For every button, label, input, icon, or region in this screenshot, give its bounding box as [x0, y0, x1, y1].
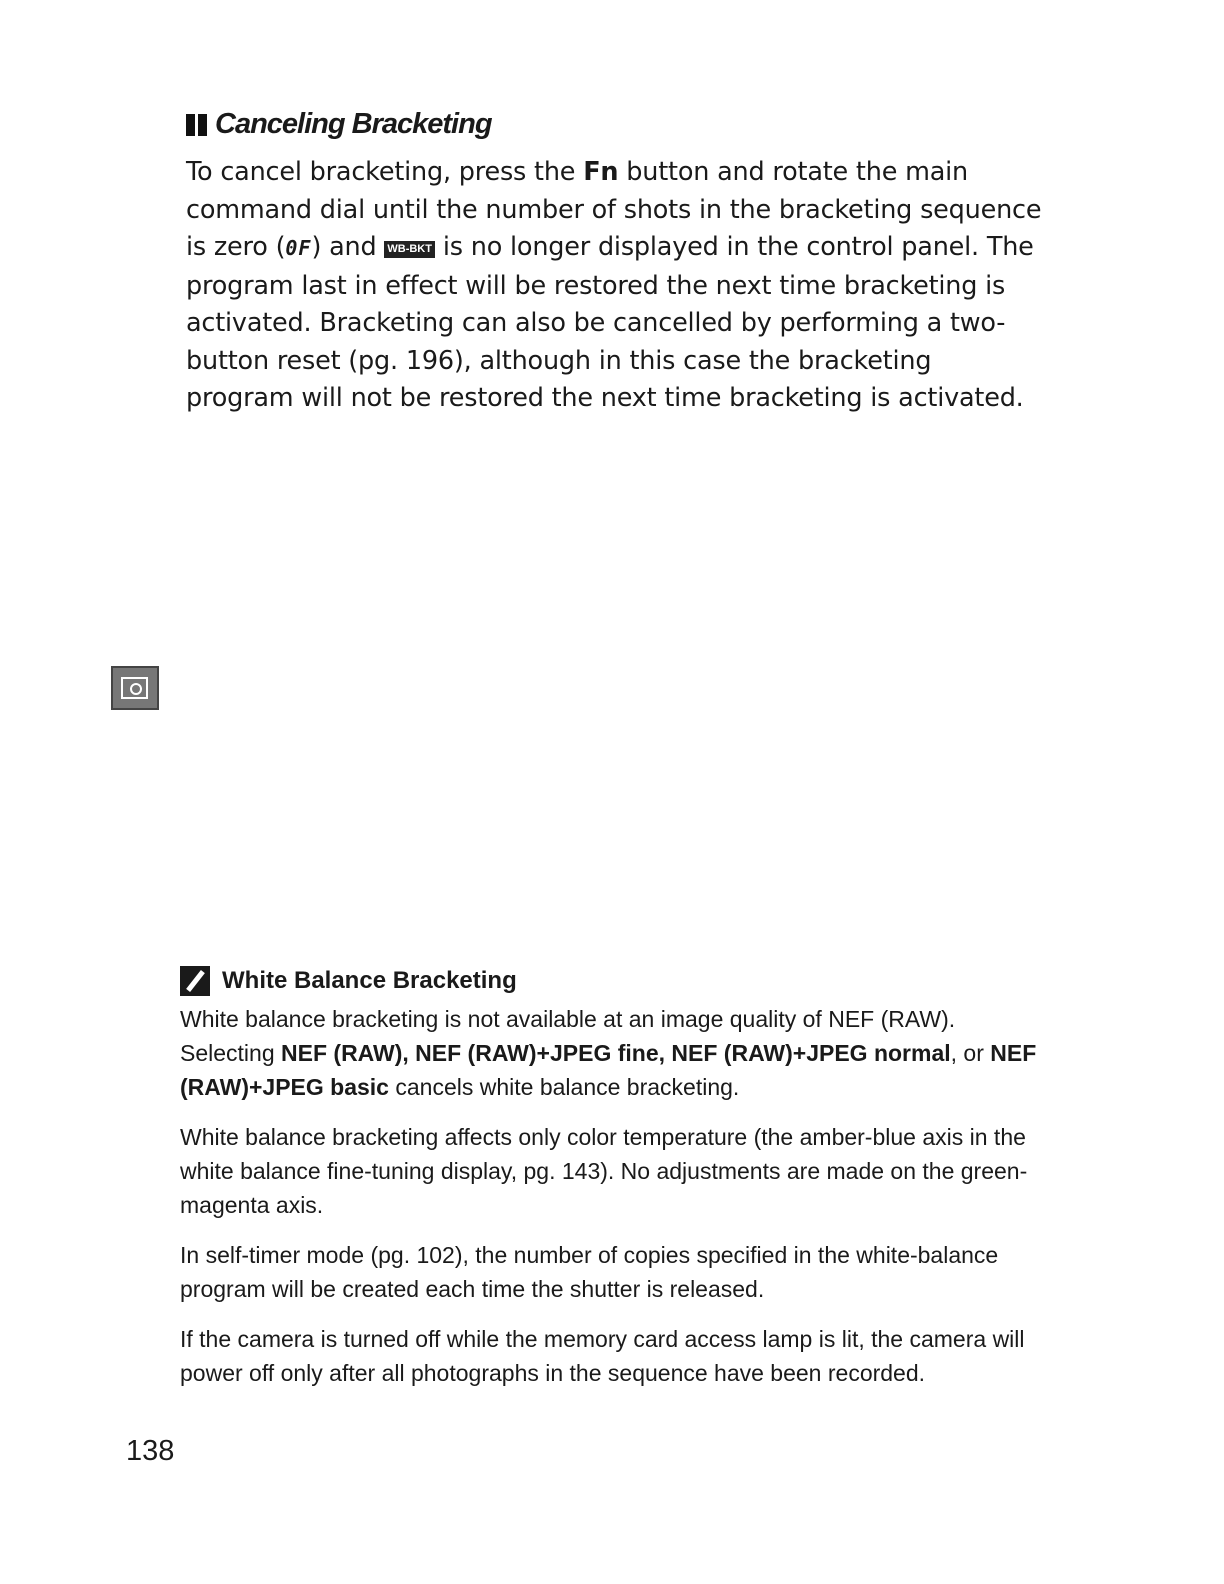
quality-option: NEF (RAW)+JPEG normal: [671, 1040, 951, 1066]
quality-option: NEF (RAW)+JPEG basic: [180, 1040, 1037, 1100]
text-run: button and rotate the main command dial until the number of shots in the bracketing sequence is zero (: [186, 157, 1042, 262]
separator: , or: [950, 1040, 991, 1066]
section-title-text: Canceling Bracketing: [215, 108, 492, 140]
zero-shots-display: 0F: [285, 236, 312, 260]
note-paragraph-2: White balance bracketing affects only color temperature (the amber-blue axis in the white balance fine-tuning display, pg. 143). No adjustments are made on the green-magenta axis.: [180, 1124, 1028, 1218]
section-marker-icon: [186, 114, 207, 136]
note-heading: [180, 966, 1040, 996]
separator: ,: [402, 1040, 416, 1066]
bracketing-mode-tab-icon: [111, 666, 159, 710]
fn-button-label: Fn: [583, 157, 619, 187]
section-title: [186, 108, 492, 141]
note-heading-text: White Balance Bracketing: [222, 967, 517, 994]
text-run: White balance bracketing is not available at an image quality of NEF (RAW). Selecting: [180, 1006, 956, 1066]
quality-option: NEF (RAW): [281, 1040, 403, 1066]
pencil-icon: [180, 966, 210, 996]
note-paragraph-4: If the camera is turned off while the memory card access lamp is lit, the camera will power off only after all photographs in the sequence have been recorded.: [180, 1326, 1025, 1386]
text-run: ) and: [311, 232, 385, 262]
text-run: To cancel bracketing, press the: [186, 157, 584, 187]
note-paragraph-1: [180, 1002, 1040, 1104]
canceling-bracketing-paragraph: [186, 154, 1046, 418]
note-paragraph-3: In self-timer mode (pg. 102), the number of copies specified in the white-balance program will be created each time the shutter is released.: [180, 1242, 999, 1302]
quality-option: NEF (RAW)+JPEG fine: [415, 1040, 659, 1066]
page-number: 138: [126, 1435, 175, 1467]
wb-bkt-indicator-icon: WB-BKT: [384, 241, 435, 258]
text-run: is no longer displayed in the control panel. The program last in effect will be restored the next time bracketing is activated. Bracketing can also be cancelled by performing a two-button reset (pg. 196), although in this case the bracketing program will not be restored the next time bracketing is activated.: [186, 232, 1034, 413]
text-run: cancels white balance bracketing.: [388, 1074, 740, 1100]
white-balance-bracketing-note: [180, 966, 1040, 1406]
separator: ,: [658, 1040, 672, 1066]
